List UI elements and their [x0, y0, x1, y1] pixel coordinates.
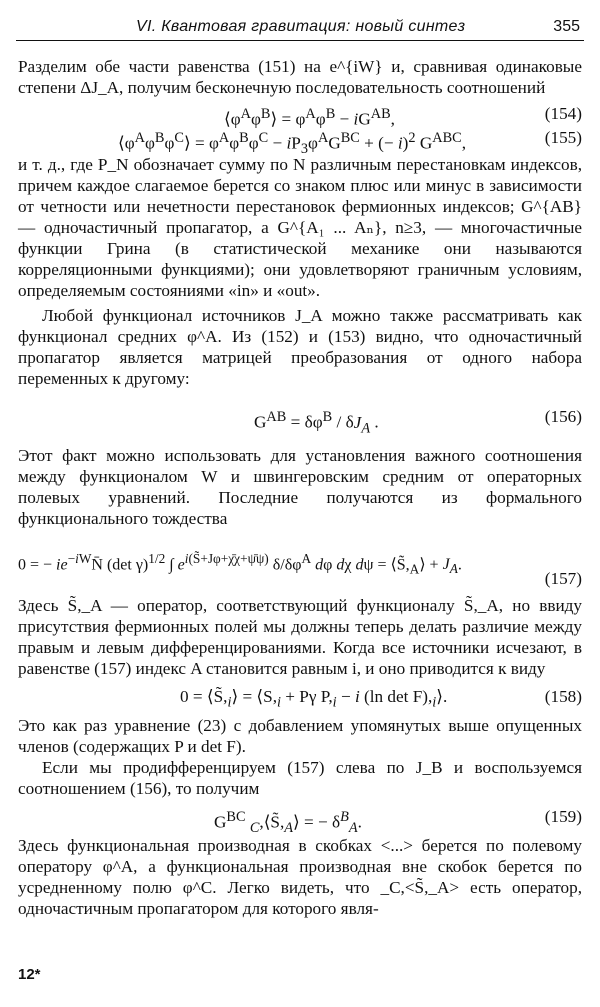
paragraph-8: Здесь функциональная производная в скобках <...> берется по полевому оператору φ^A, а функциональная производная вне скобок берется по усредненному полю φ^C. Легко видеть, что _C,<S̃,_A> есть оператор, одночастичным пропагатором для которого явля- [18, 836, 582, 918]
equation-159-number: (159) [544, 807, 582, 826]
signature-mark: 12* [18, 966, 41, 983]
chapter-title: VI. Квантовая гравитация: новый синтез [136, 18, 466, 35]
equation-156-formula: $G^{AB} = \delta\varphi^B / \delta J_A$ . [254, 409, 379, 437]
equation-157-number: (157) [544, 569, 582, 588]
paragraph-1: Разделим обе части равенства (151) на e^{iW} и, сравнивая одинаковые степени ΔJ_A, получим бесконечную последовательность соотношений [18, 57, 582, 97]
equation-158 [18, 685, 582, 709]
equation-159-formula: $G^{BC}$ $_C,⟨S̃,_A⟩$ = − $\delta^B_A$. [214, 809, 362, 837]
running-header [16, 6, 584, 41]
page-number: 355 [553, 18, 580, 35]
equation-154-number: (154) [544, 104, 582, 123]
equation-155 [18, 126, 582, 158]
paragraph-4: Этот факт можно использовать для установления важного соотношения между функционалом W и швингеровским средним от операторных полевых уравнений. Последние получаются из формального функционального тождества [18, 446, 582, 528]
paragraph-3: Любой функционал источников J_A можно также рассматривать как функционал средних φ^A. Из (152) и (153) видно, что одночастичный пропагатор является матрицей преобразования от одного набора переменных к другому: [18, 306, 582, 388]
equation-158-number: (158) [544, 687, 582, 706]
equation-157-formula: 0 = − $ie^{-iW}N̄$ (det γ)$^{1/2}$ ∫ $e^{i(S̃+J\varphi+\chī\chi+\psī\psi)}$ $\delta/\delta\varphi^A$ dφ dχ $d\psi = ⟨S̃,_A⟩ + J_A$. [18, 551, 462, 577]
equation-159 [18, 805, 582, 837]
equation-154 [18, 102, 582, 129]
equation-156-number: (156) [544, 407, 582, 426]
equation-156 [18, 399, 582, 435]
paragraph-2: и т. д., где P_N обозначает сумму по N различным перестановкам индексов, причем каждое слагаемое берется со знаком плюс или минус в зависимости от четности или нечетности перестановок фермионных индексов; G^{AB} — одночастичный пропагатор, а G^{A₁ ... Aₙ}, n≥3, — многочастичные функции Грина (в статистической механике они называются корреляционными функциями); они удовлетворяют граничным условиям, определяемым состояниями «in» и «out». [18, 155, 582, 300]
paragraph-7: Если мы продифференцируем (157) слева по J_B и воспользуемся соотношением (156), то получим [18, 758, 582, 798]
equation-158-formula: $0 = ⟨S̃,_i⟩$ = $⟨S,_i + P\gamma$ $P,_i - i$ (ln $\det F),_i⟩$. [180, 687, 448, 711]
equation-154-formula: $⟨\varphi^A\varphi^B⟩ = \varphi^A\varphi^B - iG^{AB}$, [224, 106, 395, 129]
paragraph-5: Здесь S̃,_A — оператор, соответствующий функционалу S̃,_A, но ввиду присутствия фермионных полей мы должны теперь делать различие между правым и левым дифференцированиями. Когда все источники исчезают, в равенстве (157) индекс A становится равным i, и оно приводится к виду [18, 596, 582, 678]
equation-157 [18, 539, 582, 589]
equation-155-number: (155) [544, 128, 582, 147]
paragraph-6: Это как раз уравнение (23) с добавлением упомянутых выше опущенных членов (содержащих P и det F). [18, 716, 582, 756]
page-body [18, 56, 582, 919]
equation-155-formula: $⟨\varphi^A\varphi^B\varphi^C⟩ = \varphi^A\varphi^B\varphi^C - iP_3\varphi^AG^{BC}$ + (− i)$^2$ $G^{ABC}$, [118, 130, 467, 158]
